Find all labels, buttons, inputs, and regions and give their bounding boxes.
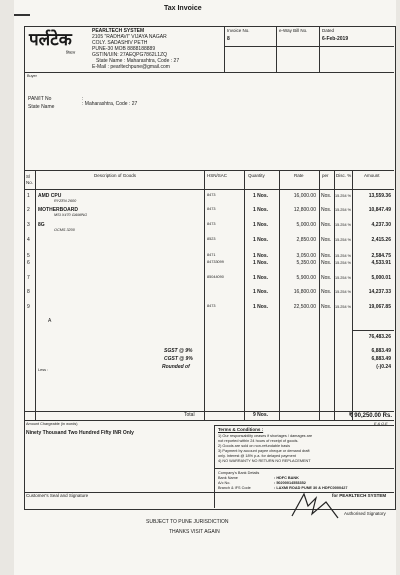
- subtotal: 76,483.26: [368, 334, 391, 340]
- row-amount: 14,237.33: [368, 289, 391, 295]
- row-per: Nos.: [321, 253, 332, 259]
- row-rate: 3,050.00: [296, 253, 316, 259]
- row-rate: 16,000.00: [293, 193, 316, 199]
- amount-in-words: Ninety Thousand Two Hundred Fifty INR Only: [26, 430, 134, 436]
- row-hsn: 8523: [207, 237, 216, 241]
- invoice-paper: Tax Invoice पर्लटेक सिस्टम PEARLTECH SYSTEM 2105 "RADHAVI" VIJAYA NAGAR COLY. SADASHIV PETH PUNE-30 MOB 8888188889 GSTIN/UIN: 27AEQPG7862L1ZQ State Name : Maharashtra, Code : 27 E-Mail : pearltechpune@gmail.com Invoice No. 8 e-Way Bill No. Dated 6-Feb-2019 Buyer PAN/IT No : State Name : Maharashtra, Code : 27 Sl No. Description of Goods HSN/SAC Quantity Rate per Disc. % Amount 1 AMD CPU RYZEN 2600 8473 1 Nos. 16,000.00 Nos. 15.254 % 13,559.36 2 MOTHERBOARD MSI X470 GAMING 8473 1 Nos. 12,800.00 Nos. 15.254 % 10,847.49 3 8G OCMS 3200 8473 1 Nos. 5,000.00 Nos. 15.254 % 4,237.30 4 8523 1 Nos. 2,850.00 Nos. 15.254 % 2,415.26 5 8471 1 Nos. 3,050.00 Nos. 15.254 % 2,584.75 6 84733099 1 Nos. 5,350.00 Nos. 15.254 % 4,533.91 7 85044090 1 Nos. 5,900.00 Nos. 15.254 % 5,000.01 8 1 Nos. 16,800.00 Nos. 15.254 % 14,237.33 9 8473 1 Nos. 22,500.00 Nos. 15.254 % 19,067.85 76,483.26 SGST @ 9% 6,883.49 CGST @ 9% 6,883.49 Rounded of (-)0.24 Less : A Total 9 Nos. ₹ 90,250.00 Rs. Amount Chargeable (in words) E & O.E Ninety Thousand Two Hundred Fifty INR Only Terms & Conditions : 1) Our responsability ceases if shortages / damages are not reported within 24 hours of receipt of goods. 2) Goods are sold on non-refundable basis 3) Payment by account payee cheque or demand draft only. Interest @ 18% p.a. for delayed payment 4) NO WARRANTY NO RETURN NO REPLACEMENT Company's Bank Details Bank Name : HDFC BANK A/c No. : 50200014553352 Branch & IFS Code : LAXMI ROAD PUNE 30 & HDFC0000427 Customer's Seal and Signature for PEARLTECH SYSTEM Authorised Signatory SUBJECT TO PUNE JURISDICTION THANKS VISIT AGAIN: [14, 0, 396, 575]
- row-per: Nos.: [321, 289, 332, 295]
- row-qty: 1 Nos.: [253, 275, 269, 281]
- row-desc-sub: RYZEN 2600: [54, 199, 77, 203]
- row-hsn: 84733099: [207, 260, 224, 264]
- term-line: 2) Goods are sold on non-refundable basis: [218, 444, 290, 448]
- seller-gstin: GSTIN/UIN: 27AEQPG7862L1ZQ: [92, 52, 168, 58]
- row-per: Nos.: [321, 193, 332, 199]
- row-rate: 5,350.00: [296, 260, 316, 266]
- row-desc-sub: OCMS 3200: [54, 228, 75, 232]
- row-amount: 10,847.49: [368, 207, 391, 213]
- row-rate: 5,900.00: [296, 275, 316, 281]
- row-hsn: 85044090: [207, 275, 224, 279]
- row-hsn: 8473: [207, 304, 216, 308]
- row-hsn: 8473: [207, 207, 216, 211]
- invoice-date: 6-Feb-2019: [322, 36, 349, 42]
- row-amount: 13,559.36: [368, 193, 391, 199]
- invoice-frame: [24, 26, 396, 510]
- row-disc: 15.254 %: [335, 254, 352, 258]
- row-per: Nos.: [321, 260, 332, 266]
- invoice-number: 8: [227, 36, 230, 42]
- row-rate: 22,500.00: [293, 304, 316, 310]
- total-qty: 9 Nos.: [253, 412, 269, 418]
- row-disc: 15.254 %: [335, 208, 352, 212]
- term-line: 4) NO WARRANTY NO RETURN NO REPLACEMENT: [218, 459, 311, 463]
- row-qty: 1 Nos.: [253, 193, 269, 199]
- row-disc: 15.254 %: [335, 276, 352, 280]
- row-per: Nos.: [321, 237, 332, 243]
- sgst-amount: 6,883.49: [371, 348, 391, 354]
- bank-name: : HDFC BANK: [274, 476, 299, 480]
- row-hsn: 8473: [207, 193, 216, 197]
- row-desc: MOTHERBOARD: [38, 207, 78, 213]
- authorised-signatory: Authorised Signatory: [344, 511, 386, 516]
- row-per: Nos.: [321, 275, 332, 281]
- corner-mark: [14, 14, 30, 16]
- row-disc: 15.254 %: [335, 305, 352, 309]
- invoice-title: Tax Invoice: [164, 5, 202, 12]
- row-qty: 1 Nos.: [253, 253, 269, 259]
- row-qty: 1 Nos.: [253, 207, 269, 213]
- row-disc: 15.254 %: [335, 261, 352, 265]
- row-sl: 1: [27, 193, 30, 199]
- row-sl: 6: [27, 260, 30, 266]
- row-amount: 5,000.01: [371, 275, 391, 281]
- round-off: (-)0.24: [376, 364, 391, 370]
- row-amount: 19,067.85: [368, 304, 391, 310]
- term-line: only. Interest @ 18% p.a. for delayed payment: [218, 454, 296, 458]
- row-disc: 15.254 %: [335, 238, 352, 242]
- signature: [286, 492, 346, 520]
- row-sl: 9: [27, 304, 30, 310]
- row-qty: 1 Nos.: [253, 237, 269, 243]
- row-desc-sub: MSI X470 GAMING: [54, 213, 88, 217]
- row-sl: 8: [27, 289, 30, 295]
- cgst-amount: 6,883.49: [371, 356, 391, 362]
- row-amount: 2,415.26: [371, 237, 391, 243]
- row-per: Nos.: [321, 207, 332, 213]
- seller-email: E-Mail : pearltechpune@gmail.com: [92, 64, 170, 70]
- row-amount: 4,237.30: [371, 222, 391, 228]
- row-qty: 1 Nos.: [253, 222, 269, 228]
- row-rate: 12,800.00: [293, 207, 316, 213]
- company-logo-sub: सिस्टम: [66, 51, 76, 55]
- term-line: 1) Our responsability ceases if shortages / damages are: [218, 434, 313, 438]
- bank-account: : 50200014553352: [274, 481, 306, 485]
- row-qty: 1 Nos.: [253, 304, 269, 310]
- row-qty: 1 Nos.: [253, 289, 269, 295]
- row-sl: 3: [27, 222, 30, 228]
- row-hsn: 8471: [207, 253, 216, 257]
- row-hsn: 8473: [207, 222, 216, 226]
- row-rate: 5,000.00: [296, 222, 316, 228]
- row-sl: 7: [27, 275, 30, 281]
- row-desc: AMD CPU: [38, 193, 62, 199]
- row-desc: 8G: [38, 222, 45, 228]
- row-disc: 15.254 %: [335, 223, 352, 227]
- term-line: 3) Payment by account payee cheque or demand draft: [218, 449, 310, 453]
- row-per: Nos.: [321, 222, 332, 228]
- row-disc: 15.254 %: [335, 290, 352, 294]
- term-line: not reported within 24 hours of receipt of goods.: [218, 439, 299, 443]
- row-sl: 4: [27, 237, 30, 243]
- bank-branch: : LAXMI ROAD PUNE 30 & HDFC0000427: [274, 486, 348, 490]
- row-amount: 4,533.91: [371, 260, 391, 266]
- row-disc: 15.254 %: [335, 194, 352, 198]
- row-sl: 2: [27, 207, 30, 213]
- row-qty: 1 Nos.: [253, 260, 269, 266]
- row-sl: 5: [27, 253, 30, 259]
- company-logo: पर्लटेक: [29, 30, 72, 50]
- total-amount: ₹ 90,250.00 Rs.: [348, 413, 392, 419]
- seller-name: PEARLTECH SYSTEM: [92, 28, 145, 34]
- row-rate: 16,800.00: [293, 289, 316, 295]
- row-per: Nos.: [321, 304, 332, 310]
- buyer-state: : Maharashtra, Code : 27: [82, 101, 138, 107]
- row-rate: 2,850.00: [296, 237, 316, 243]
- row-amount: 2,584.75: [371, 253, 391, 259]
